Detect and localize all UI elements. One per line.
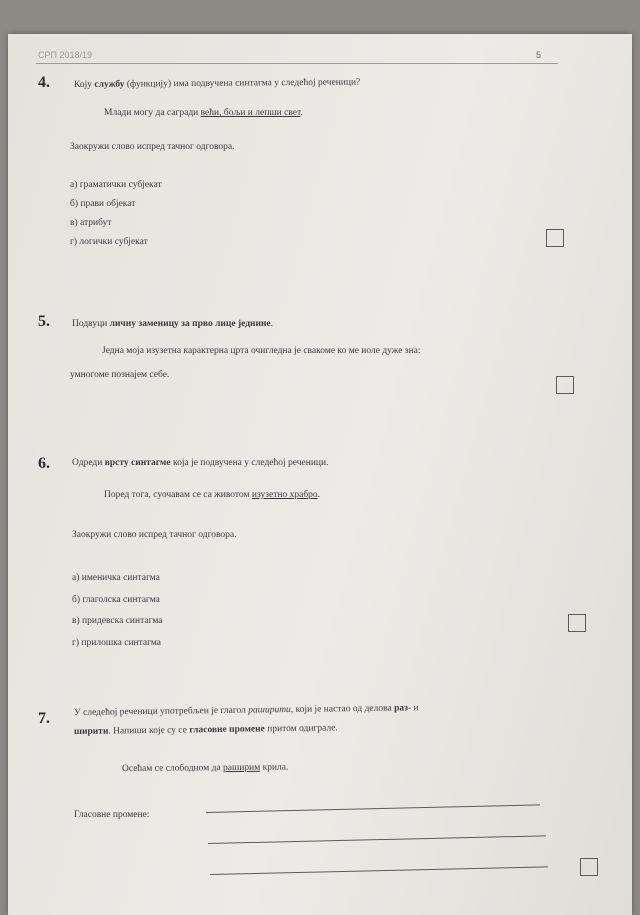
question-5-text-line-1[interactable]: Једна моја изузетна карактерна црта очигледна је свакоме ко ме иоле дуже зна: <box>102 346 421 356</box>
question-4-score-box <box>546 229 564 247</box>
question-4-option-b[interactable]: б) прави објекат <box>70 199 136 209</box>
question-6-option-a[interactable]: а) именичка синтагма <box>72 573 160 583</box>
question-4-prompt: Коју службу (функцију) има подвучена синтагма у следећој реченици? <box>73 77 361 90</box>
question-6-score-box <box>568 614 586 632</box>
question-6-prompt: Одреди врсту синтагме која је подвучена у следећој реченици. <box>72 458 329 468</box>
question-6-sentence: Поред тога, суочавам се са животом изузетно храбро. <box>104 490 321 500</box>
question-7-prompt-line-1: У следећој реченици употребљен је глагол раширити, који је настао од делова раз- и <box>73 703 419 718</box>
page-number: 5 <box>536 50 542 60</box>
question-6-option-v[interactable]: в) придевска синтагма <box>72 616 163 626</box>
question-4-instruction: Заокружи слово испред тачног одговора. <box>70 142 235 152</box>
question-7-score-box <box>580 858 598 876</box>
question-7-sentence: Осећам се слободном да раширим крила. <box>121 762 289 774</box>
question-7-answer-label: Гласовне промене: <box>74 810 150 820</box>
header-rule <box>36 63 558 64</box>
header-test-label: СРП 2018/19 <box>38 50 93 60</box>
question-4-option-v[interactable]: в) атрибут <box>70 218 112 228</box>
question-5-number: 5. <box>38 313 50 330</box>
question-6-number: 6. <box>38 455 50 472</box>
question-6-instruction: Заокружи слово испред тачног одговора. <box>72 530 237 540</box>
question-6-option-g[interactable]: г) прилошка синтагма <box>72 638 162 648</box>
question-4-number: 4. <box>38 74 50 91</box>
question-4-option-a[interactable]: а) граматички субјекат <box>70 180 162 190</box>
worksheet-page <box>8 34 632 915</box>
question-7-prompt-line-2: ширити. Напиши које су се гласовне промене притом одиграле. <box>73 723 338 737</box>
question-5-text-line-2[interactable]: умногоме познајем себе. <box>70 370 170 380</box>
question-5-score-box <box>556 376 574 394</box>
question-7-number: 7. <box>38 710 50 727</box>
question-5-prompt: Подвуци личну заменицу за прво лице једнине. <box>72 319 274 329</box>
question-4-option-g[interactable]: г) логички субјекат <box>70 237 148 247</box>
question-4-sentence: Млади могу да сагради већи, бољи и лепши свет. <box>104 108 303 118</box>
question-6-option-b[interactable]: б) глаголска синтагма <box>72 595 160 605</box>
